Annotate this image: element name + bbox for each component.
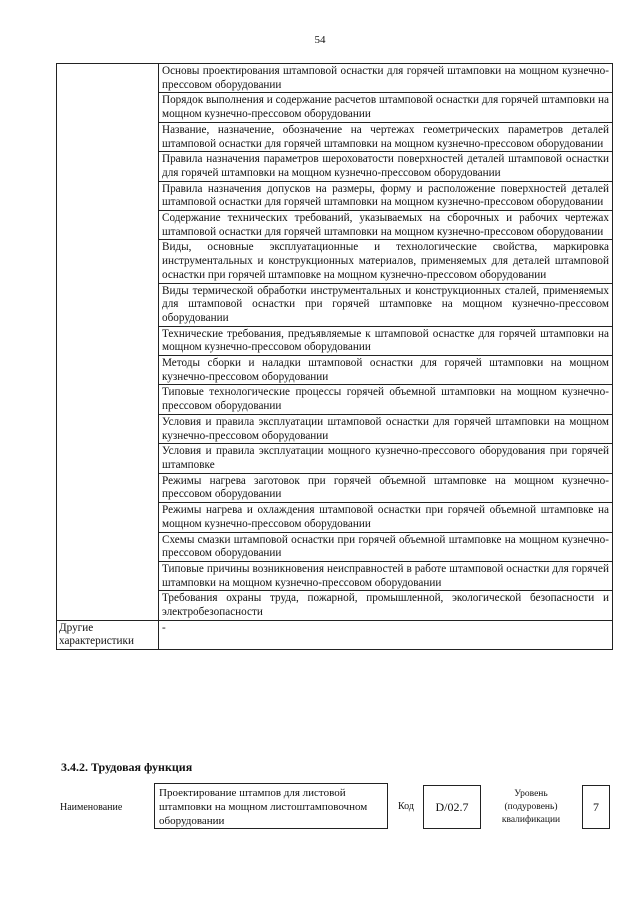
knowledge-item: Схемы смазки штамповой оснастки при горячей объемной штамповке на мощном кузнечно-прессовом оборудовании <box>159 532 613 561</box>
knowledge-item: Условия и правила эксплуатации мощного кузнечно-прессового оборудования при горячей штамповке <box>159 444 613 473</box>
knowledge-item: Методы сборки и наладки штамповой оснастки для горячей штамповки на мощном кузнечно-прессовом оборудовании <box>159 356 613 385</box>
knowledge-item: Правила назначения допусков на размеры, форму и расположение поверхностей деталей штамповой оснастки для горячей штамповки на мощном кузнечно-прессовом оборудовании <box>159 181 613 210</box>
knowledge-item: Виды термической обработки инструментальных и конструкционных сталей, применяемых для штамповой оснастки при горячей штамповке на мощном кузнечно-прессовом оборудовании <box>159 283 613 326</box>
other-characteristics-value: - <box>159 620 613 649</box>
function-name-value: Проектирование штампов для листовой штамповки на мощном листоштамповочном оборудовании <box>154 783 388 829</box>
knowledge-item: Режимы нагрева и охлаждения штамповой оснастки при горячей объемной штамповке на мощном кузнечно-прессовом оборудовании <box>159 503 613 532</box>
knowledge-item: Типовые причины возникновения неисправностей в работе штамповой оснастки для горячей штамповки на мощном кузнечно-прессовом оборудовании <box>159 561 613 590</box>
page-number: 54 <box>314 34 326 46</box>
knowledge-row <box>57 64 613 93</box>
code-value: D/02.7 <box>423 785 481 829</box>
knowledge-item: Типовые технологические процессы горячей объемной штамповки на мощном кузнечно-прессовом оборудовании <box>159 385 613 414</box>
knowledge-item: Условия и правила эксплуатации штамповой оснастки для горячей штамповки на мощном кузнечно-прессовом оборудовании <box>159 414 613 443</box>
knowledge-item: Порядок выполнения и содержание расчетов штамповой оснастки для горячей штамповки на мощном кузнечно-прессовом оборудовании <box>159 93 613 122</box>
section-title: 3.4.2. Трудовая функция <box>61 760 193 774</box>
knowledge-item: Требования охраны труда, пожарной, промышленной, экологической безопасности и электробезопасности <box>159 591 613 620</box>
knowledge-item: Название, назначение, обозначение на чертежах геометрических параметров деталей штамповой оснастки для горячей штамповки на мощном кузнечно-прессовом оборудовании <box>159 122 613 151</box>
qualification-level-value: 7 <box>582 785 610 829</box>
knowledge-item: Технические требования, предъявляемые к штамповой оснастке для горячей штамповки на мощном кузнечно-прессовом оборудовании <box>159 326 613 355</box>
knowledge-table-body <box>57 64 613 650</box>
code-label: Код <box>398 801 414 812</box>
knowledge-item: Правила назначения параметров шероховатости поверхностей деталей штамповой оснастки для горячей штамповки на мощном кузнечно-прессовом оборудовании <box>159 152 613 181</box>
knowledge-table <box>56 63 613 650</box>
function-name-label: Наименование <box>60 802 123 813</box>
other-characteristics-row <box>57 620 613 649</box>
knowledge-label-cell <box>57 64 159 621</box>
knowledge-item: Виды, основные эксплуатационные и технологические свойства, маркировка инструментальных и конструкционных материалов, применяемых для деталей штамповой оснастки при горячей штамповке на мощном кузнечно-прессовом оборудовании <box>159 240 613 283</box>
qualification-level-label: Уровень (подуровень) квалификации <box>501 789 561 825</box>
knowledge-item: Содержание технических требований, указываемых на сборочных и рабочих чертежах штамповой оснастки для горячей штамповки на мощном кузнечно-прессовом оборудовании <box>159 211 613 240</box>
other-characteristics-label: Другие характеристики <box>57 620 159 649</box>
knowledge-item: Режимы нагрева заготовок при горячей объемной штамповке на мощном кузнечно-прессовом оборудовании <box>159 473 613 502</box>
knowledge-item: Основы проектирования штамповой оснастки для горячей штамповки на мощном кузнечно-прессовом оборудовании <box>159 64 613 93</box>
